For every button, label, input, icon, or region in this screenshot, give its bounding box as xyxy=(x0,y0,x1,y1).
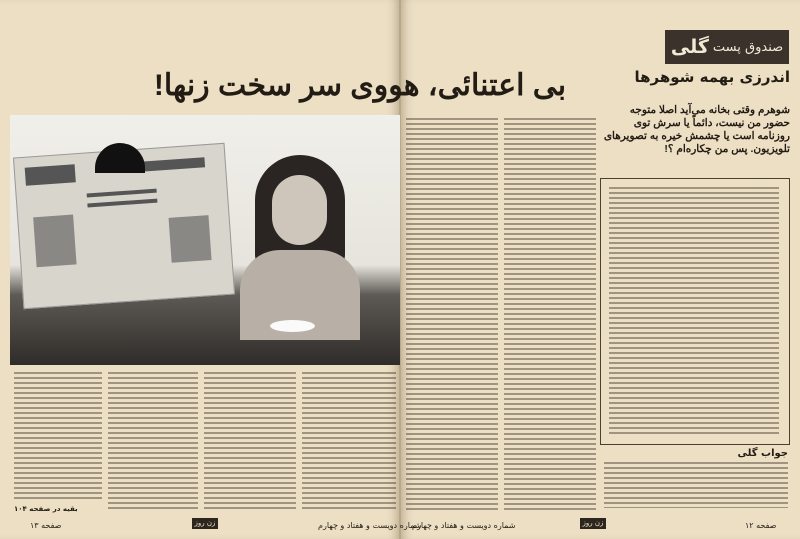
column-title-name: گلی xyxy=(670,36,709,58)
article-photo xyxy=(10,115,400,365)
reader-question: شوهرم وقتی بخانه می‌آید اصلا متوجه حضور من نیست، دائماً یا سرش توی روزنامه است یا چشمش خیره به تصویرهای تلویزیون. پس من چکاره‌ام ؟! xyxy=(603,104,790,155)
text-column xyxy=(108,372,198,512)
text-column xyxy=(14,372,102,500)
page-number-left: صفحه ۱۳ xyxy=(30,521,62,530)
answer-heading: جواب گلی xyxy=(737,448,788,459)
text-column xyxy=(504,118,596,510)
issue-number-right: شماره دویست و هفتاد و چهارم xyxy=(412,521,516,530)
column-title-box xyxy=(665,30,789,64)
article-headline: بی اعتنائی، هووی سر سخت زنها! xyxy=(153,69,567,102)
column-title-prefix: صندوق پست xyxy=(712,39,784,55)
text-column xyxy=(406,118,498,510)
magazine-logo: زن روز xyxy=(192,518,218,529)
magazine-logo: زن روز xyxy=(580,518,606,529)
column-subtitle: اندرزی بهمه شوهرها xyxy=(634,68,790,86)
issue-number-left: شماره دویست و هفتاد و چهارم xyxy=(318,521,422,530)
text-column xyxy=(302,372,396,512)
man-head xyxy=(95,143,145,173)
cup xyxy=(270,320,315,332)
page-number-right: صفحه ۱۲ xyxy=(745,521,777,530)
letter-box xyxy=(600,178,790,445)
text-column xyxy=(204,372,296,512)
continued-note: بقیه در صفحه ۱۰۴ xyxy=(14,505,78,513)
text-column xyxy=(604,462,788,508)
